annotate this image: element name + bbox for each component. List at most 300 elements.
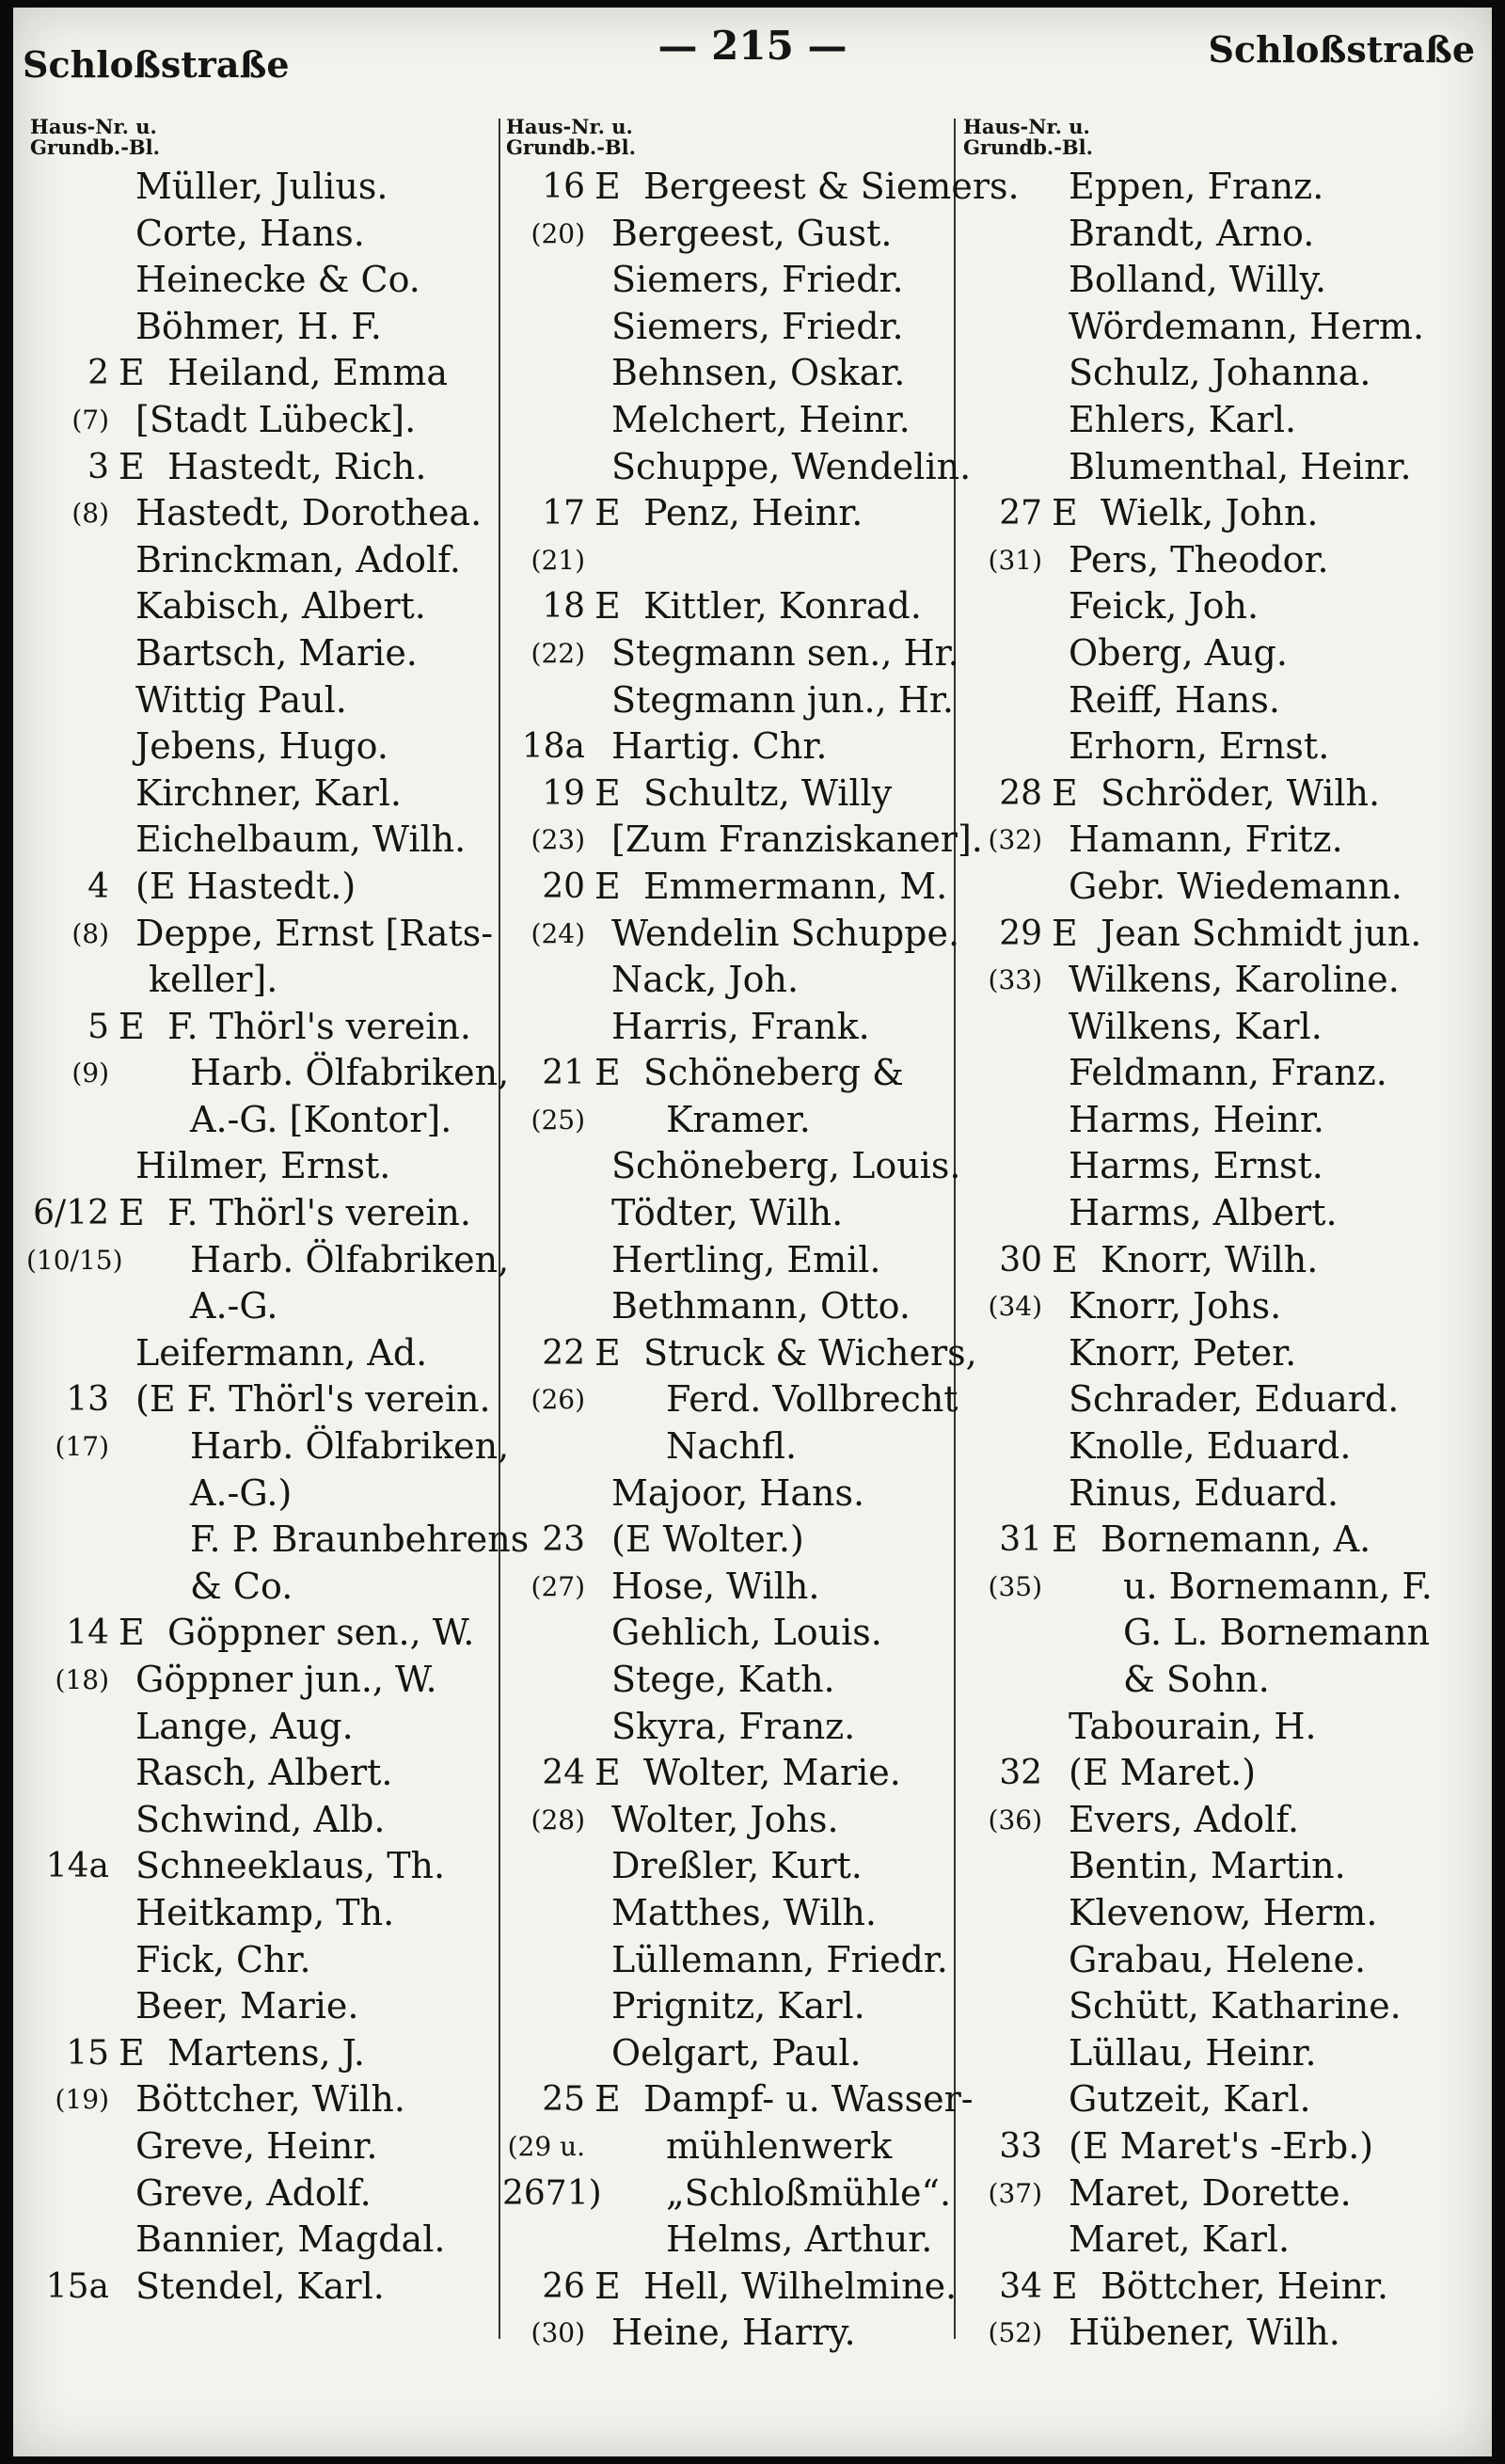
directory-entry — [26, 164, 502, 211]
directory-entry — [502, 2264, 959, 2311]
resident-name: Oberg, Aug. — [1069, 631, 1288, 674]
directory-entry — [502, 1937, 959, 1984]
resident-name: Evers, Adolf. — [1069, 1798, 1300, 1840]
resident-name: Heiland, Emma — [167, 352, 449, 394]
directory-entry — [959, 1937, 1486, 1984]
resident-name: Beer, Marie. — [135, 1985, 359, 2027]
house-number: (36) — [988, 1804, 1042, 1836]
resident-name: Hamann, Fritz. — [1069, 819, 1343, 861]
resident-name: & Sohn. — [1123, 1659, 1270, 1700]
directory-entry — [959, 2076, 1486, 2123]
resident-name: Heine, Harry. — [611, 2312, 856, 2354]
resident-name: Jean Schmidt jun. — [1101, 912, 1422, 954]
resident-name: Prignitz, Karl. — [611, 1985, 865, 2027]
house-number: 4 — [87, 866, 109, 906]
house-number: 19 — [542, 773, 585, 813]
resident-name: F. Thörl's verein. — [167, 1192, 471, 1234]
directory-entry — [502, 211, 959, 258]
resident-name: Penz, Heinr. — [643, 492, 863, 534]
house-number: 31 — [999, 1520, 1042, 1560]
directory-entry — [959, 1237, 1486, 1284]
resident-name: Harms, Heinr. — [1069, 1098, 1324, 1140]
directory-entry — [959, 1750, 1486, 1797]
resident-name: Wolter, Johs. — [611, 1798, 839, 1840]
directory-entry — [959, 2310, 1486, 2357]
resident-name: Oelgart, Paul. — [611, 2031, 862, 2074]
house-number: (23) — [531, 824, 585, 856]
resident-name: Nack, Joh. — [611, 959, 800, 1001]
house-number: 14 — [66, 1614, 109, 1653]
owner-marker: E — [1052, 1518, 1078, 1561]
resident-name: Hartig. Chr. — [611, 725, 828, 768]
directory-entry — [26, 1937, 502, 1984]
directory-entry — [502, 771, 959, 818]
resident-name: Schuppe, Wendelin. — [611, 445, 972, 487]
resident-name: Kirchner, Karl. — [135, 771, 403, 814]
resident-name: Hübener, Wilh. — [1069, 2312, 1340, 2354]
resident-name: Schütt, Katharine. — [1069, 1985, 1402, 2027]
resident-name: Corte, Hans. — [135, 212, 365, 254]
directory-entry — [502, 1143, 959, 1190]
resident-name: Nachfl. — [666, 1425, 798, 1468]
directory-entry — [502, 2217, 959, 2264]
directory-entry — [26, 211, 502, 258]
resident-name: Bolland, Willy. — [1069, 259, 1327, 301]
resident-name: Leifermann, Ad. — [135, 1331, 428, 1374]
directory-entry — [959, 1190, 1486, 1237]
directory-entry — [26, 490, 502, 537]
owner-marker: E — [594, 585, 621, 628]
owner-marker: E — [1052, 912, 1078, 954]
directory-entry — [502, 630, 959, 677]
directory-entry — [502, 864, 959, 911]
resident-name: Schröder, Wilh. — [1101, 771, 1381, 814]
resident-name: G. L. Bornemann — [1123, 1612, 1431, 1654]
directory-entry — [502, 1517, 959, 1564]
directory-entry — [26, 2076, 502, 2123]
house-number: 33 — [999, 2126, 1042, 2166]
resident-name: Wördemann, Herm. — [1069, 305, 1425, 347]
resident-name: Feldmann, Franz. — [1069, 1052, 1387, 1094]
directory-entry — [959, 1283, 1486, 1330]
directory-entry — [959, 1050, 1486, 1097]
directory-entry — [959, 1797, 1486, 1844]
column-head — [30, 117, 502, 164]
owner-marker: E — [594, 166, 621, 207]
resident-name: Klevenow, Herm. — [1069, 1891, 1378, 1933]
directory-entry — [959, 1564, 1486, 1611]
directory-entry — [502, 723, 959, 771]
directory-entry — [502, 1423, 959, 1470]
owner-marker: E — [119, 1192, 145, 1234]
directory-entry — [26, 2264, 502, 2311]
directory-entry — [959, 911, 1486, 958]
directory-page — [13, 8, 1492, 2456]
house-number: 25 — [542, 2080, 585, 2120]
house-number: (33) — [988, 964, 1042, 996]
resident-name: Ehlers, Karl. — [1069, 398, 1297, 440]
house-number: (18) — [55, 1664, 109, 1695]
house-number: 6/12 — [33, 1194, 109, 1233]
directory-entry — [959, 771, 1486, 818]
directory-entry — [26, 630, 502, 677]
directory-entry — [502, 2170, 959, 2218]
resident-name: Schulz, Johanna. — [1069, 352, 1371, 394]
resident-name: Majoor, Hans. — [611, 1471, 865, 1514]
resident-name: Schultz, Willy — [643, 771, 893, 814]
resident-name: Grabau, Helene. — [1069, 1938, 1367, 1980]
resident-name: Gehlich, Louis. — [611, 1612, 882, 1654]
directory-entry — [26, 397, 502, 444]
resident-name: Schöneberg, Louis. — [611, 1145, 961, 1187]
directory-entry — [26, 1843, 502, 1890]
directory-entry — [26, 1237, 510, 1284]
directory-entry — [26, 1750, 502, 1797]
directory-entry — [959, 350, 1486, 397]
resident-name: Harris, Frank. — [611, 1005, 870, 1047]
resident-name: Böhmer, H. F. — [135, 305, 382, 347]
resident-name: Böttcher, Wilh. — [135, 2078, 405, 2121]
resident-name: F. P. Braunbehrens — [190, 1518, 530, 1561]
resident-name: Skyra, Franz. — [611, 1705, 856, 1747]
directory-entry — [502, 397, 959, 444]
directory-entry — [502, 1610, 959, 1657]
directory-entry — [26, 537, 502, 584]
directory-entry — [26, 911, 502, 958]
directory-entry — [26, 1050, 510, 1097]
directory-entry — [26, 1704, 502, 1751]
house-number: (17) — [55, 1431, 109, 1463]
column-head-line2: Grundb.-Bl. — [30, 135, 160, 159]
resident-name: Behnsen, Oskar. — [611, 352, 906, 394]
directory-entry — [502, 1330, 977, 1377]
directory-entry — [959, 677, 1486, 724]
directory-entry — [26, 1376, 502, 1423]
resident-name: Brinckman, Adolf. — [135, 538, 461, 580]
directory-entry — [26, 1143, 502, 1190]
directory-entry — [26, 2217, 502, 2264]
resident-name: Schrader, Eduard. — [1069, 1378, 1400, 1421]
owner-marker: E — [119, 1005, 145, 1047]
directory-entry — [959, 490, 1486, 537]
directory-entry — [26, 1564, 502, 1611]
resident-name: Bornemann, A. — [1101, 1518, 1371, 1561]
directory-entry — [502, 537, 959, 584]
house-number: 18a — [521, 727, 585, 767]
directory-entry — [26, 677, 502, 724]
resident-name: Knorr, Peter. — [1069, 1331, 1297, 1374]
resident-name: Brandt, Arno. — [1069, 212, 1315, 254]
directory-entry — [959, 1330, 1486, 1377]
resident-name: Hastedt, Rich. — [167, 445, 427, 487]
directory-entry — [26, 1423, 510, 1470]
resident-name: Heitkamp, Th. — [135, 1891, 395, 1933]
house-number: (52) — [988, 2317, 1042, 2349]
directory-entry — [26, 1657, 502, 1704]
header-street-left: Schloßstraße — [23, 43, 290, 86]
resident-name: Helms, Arthur. — [666, 2218, 933, 2261]
owner-marker: E — [1052, 771, 1078, 814]
directory-entry — [502, 490, 959, 537]
resident-name: Harms, Albert. — [1069, 1192, 1338, 1234]
directory-entry — [959, 723, 1486, 771]
resident-name: Bannier, Magdal. — [135, 2218, 446, 2261]
owner-marker: E — [594, 2265, 621, 2307]
directory-entry — [26, 1190, 502, 1237]
resident-name: Tödter, Wilh. — [611, 1192, 844, 1234]
house-number: (21) — [531, 544, 585, 576]
directory-entry — [502, 1376, 959, 1423]
house-number: 34 — [999, 2266, 1042, 2306]
owner-marker: E — [1052, 2265, 1078, 2307]
resident-name: Wilkens, Karl. — [1069, 1005, 1323, 1047]
column-head — [506, 117, 959, 164]
directory-entry — [959, 817, 1486, 864]
directory-entry — [502, 1843, 959, 1890]
resident-name: Dreßler, Kurt. — [611, 1845, 863, 1887]
resident-name: Jebens, Hugo. — [135, 725, 388, 768]
resident-name: Harb. Ölfabriken, — [190, 1238, 510, 1280]
directory-entry — [959, 537, 1486, 584]
owner-marker: E — [594, 1052, 621, 1094]
column-head-line1: Haus-Nr. u. — [30, 115, 157, 138]
directory-entry — [26, 2123, 502, 2170]
resident-name: Göppner sen., W. — [167, 1612, 475, 1654]
directory-entry — [502, 1983, 959, 2030]
house-number: 13 — [66, 1380, 109, 1420]
resident-name: Hertling, Emil. — [611, 1238, 881, 1280]
directory-entry — [959, 2217, 1486, 2264]
directory-entry — [502, 1237, 959, 1284]
directory-entry — [502, 350, 959, 397]
directory-entry — [26, 257, 502, 304]
column-head-line2: Grundb.-Bl. — [963, 135, 1093, 159]
house-number: 29 — [999, 914, 1042, 953]
directory-entry — [26, 350, 502, 397]
resident-name: Bentin, Martin. — [1069, 1845, 1346, 1887]
resident-name: Reiff, Hans. — [1069, 678, 1280, 721]
resident-name: Greve, Adolf. — [135, 2171, 372, 2214]
house-number: (8) — [71, 498, 109, 530]
directory-entry — [959, 583, 1486, 630]
resident-name: Kabisch, Albert. — [135, 585, 426, 628]
resident-name: Knolle, Eduard. — [1069, 1425, 1352, 1468]
resident-name: & Co. — [190, 1565, 293, 1607]
directory-entry — [959, 1376, 1486, 1423]
directory-entry — [26, 1330, 502, 1377]
entry-list — [959, 164, 1486, 2357]
resident-name: A.-G. [Kontor]. — [190, 1098, 452, 1140]
directory-entry — [502, 677, 959, 724]
resident-name: Greve, Heinr. — [135, 2124, 378, 2167]
directory-entry — [26, 723, 502, 771]
column-head — [963, 117, 1486, 164]
house-number: 3 — [87, 447, 109, 486]
resident-name: (E Maret.) — [1069, 1752, 1257, 1794]
resident-name: Schwind, Alb. — [135, 1798, 386, 1840]
owner-marker: E — [594, 865, 621, 907]
directory-entry — [959, 1657, 1486, 1704]
directory-entry — [502, 1190, 959, 1237]
directory-entry — [959, 2030, 1486, 2077]
directory-entry — [502, 1097, 959, 1144]
directory-entry — [502, 1050, 959, 1097]
resident-name: Struck & Wichers, — [643, 1331, 977, 1374]
directory-entry — [26, 1517, 530, 1564]
directory-entry — [26, 1983, 502, 2030]
house-number: (37) — [988, 2177, 1042, 2209]
house-number: 26 — [542, 2266, 585, 2306]
directory-entry — [26, 1283, 502, 1330]
directory-entry — [26, 2170, 502, 2218]
directory-entry — [502, 1004, 959, 1051]
resident-name: Pers, Theodor. — [1069, 538, 1329, 580]
house-number: (20) — [531, 217, 585, 249]
resident-name: Heinecke & Co. — [135, 259, 420, 301]
resident-name: Bartsch, Marie. — [135, 631, 418, 674]
house-number: 2671) — [502, 2173, 602, 2213]
resident-name: Kramer. — [666, 1098, 811, 1140]
resident-name: u. Bornemann, F. — [1123, 1565, 1433, 1607]
resident-name: (E Wolter.) — [611, 1518, 804, 1561]
directory-entry — [959, 957, 1486, 1004]
resident-name: Siemers, Friedr. — [611, 259, 904, 301]
resident-name: Hell, Wilhelmine. — [643, 2265, 958, 2307]
house-number: 14a — [45, 1847, 109, 1886]
directory-entry — [502, 1750, 959, 1797]
owner-marker: E — [119, 352, 145, 394]
directory-entry — [959, 1843, 1486, 1890]
resident-name: Müller, Julius. — [135, 166, 388, 207]
resident-name: Lüllemann, Friedr. — [611, 1938, 948, 1980]
house-number: 24 — [542, 1754, 585, 1793]
directory-entry — [959, 304, 1486, 351]
owner-marker: E — [594, 1331, 621, 1374]
house-number: 32 — [999, 1754, 1042, 1793]
directory-entry — [502, 1890, 959, 1937]
house-number: (28) — [531, 1804, 585, 1836]
directory-entry — [959, 1004, 1486, 1051]
directory-column-3 — [959, 117, 1486, 2357]
resident-name: Emmermann, M. — [643, 865, 948, 907]
resident-name: Knorr, Wilh. — [1101, 1238, 1319, 1280]
owner-marker: E — [1052, 1238, 1078, 1280]
directory-entry — [502, 2123, 959, 2170]
resident-name: (E F. Thörl's verein. — [135, 1378, 491, 1421]
column-head-line1: Haus-Nr. u. — [963, 115, 1090, 138]
resident-name: Hose, Wilh. — [611, 1565, 820, 1607]
resident-name: Blumenthal, Heinr. — [1069, 445, 1412, 487]
directory-entry — [959, 864, 1486, 911]
resident-name: Gutzeit, Karl. — [1069, 2078, 1311, 2121]
house-number: (29 u. — [507, 2130, 585, 2162]
directory-entry — [959, 1517, 1486, 1564]
house-number: (31) — [988, 544, 1042, 576]
directory-entry — [26, 1470, 502, 1518]
directory-entry — [502, 817, 983, 864]
directory-entry — [959, 1704, 1486, 1751]
resident-name: Hilmer, Ernst. — [135, 1145, 391, 1187]
directory-entry — [502, 304, 959, 351]
owner-marker: E — [594, 771, 621, 814]
directory-entry — [959, 1890, 1486, 1937]
house-number: (24) — [531, 917, 585, 949]
resident-name: „Schloßmühle“. — [666, 2171, 952, 2214]
resident-name: Eichelbaum, Wilh. — [135, 819, 467, 861]
house-number: 17 — [542, 494, 585, 533]
directory-entry — [26, 1890, 502, 1937]
column-head-line2: Grundb.-Bl. — [506, 135, 636, 159]
owner-marker: E — [119, 445, 145, 487]
house-number: 30 — [999, 1240, 1042, 1280]
directory-entry — [959, 1983, 1486, 2030]
directory-entry — [502, 2310, 959, 2357]
resident-name: Wendelin Schuppe. — [611, 912, 960, 954]
resident-name: [Zum Franziskaner]. — [611, 819, 983, 861]
resident-name: Siemers, Friedr. — [611, 305, 904, 347]
house-number: 15a — [45, 2266, 109, 2306]
resident-name: Kittler, Konrad. — [643, 585, 922, 628]
resident-name: Hastedt, Dorothea. — [135, 492, 483, 534]
house-number: (7) — [71, 404, 109, 436]
owner-marker: E — [594, 492, 621, 534]
directory-entry — [26, 444, 502, 491]
directory-entry — [959, 211, 1486, 258]
resident-name: Matthes, Wilh. — [611, 1891, 877, 1933]
resident-name: Deppe, Ernst [Rats- — [135, 912, 494, 954]
column-head-line1: Haus-Nr. u. — [506, 115, 633, 138]
directory-entry — [959, 1470, 1486, 1518]
directory-entry — [959, 164, 1486, 211]
resident-name: Göppner jun., W. — [135, 1659, 437, 1700]
house-number: (22) — [531, 637, 585, 669]
resident-name: Ferd. Vollbrecht — [666, 1378, 958, 1421]
directory-entry — [959, 1097, 1486, 1144]
resident-name: Eppen, Franz. — [1069, 166, 1324, 207]
resident-name: Lange, Aug. — [135, 1705, 354, 1747]
directory-entry — [26, 771, 502, 818]
directory-entry — [502, 1470, 959, 1518]
house-number: 16 — [542, 167, 585, 206]
resident-name: Bethmann, Otto. — [611, 1285, 911, 1327]
directory-entry — [26, 304, 502, 351]
page-header — [13, 8, 1492, 86]
house-number: (27) — [531, 1570, 585, 1602]
resident-name: Stegmann sen., Hr. — [611, 631, 959, 674]
resident-name: Schneeklaus, Th. — [135, 1845, 446, 1887]
house-number: 15 — [66, 2033, 109, 2073]
resident-name: Maret, Dorette. — [1069, 2171, 1352, 2214]
resident-name: [Stadt Lübeck]. — [135, 398, 417, 440]
resident-name: Melchert, Heinr. — [611, 398, 911, 440]
resident-name: (E Hastedt.) — [135, 865, 356, 907]
directory-entry — [502, 444, 972, 491]
resident-name: Wolter, Marie. — [643, 1752, 901, 1794]
directory-entry — [502, 1283, 959, 1330]
resident-name: Feick, Joh. — [1069, 585, 1259, 628]
resident-name: Dampf- u. Wasser- — [643, 2078, 974, 2121]
house-number: 27 — [999, 494, 1042, 533]
house-number: 18 — [542, 587, 585, 627]
directory-entry — [502, 257, 959, 304]
directory-entry — [502, 1657, 959, 1704]
directory-entry — [26, 583, 502, 630]
owner-marker: E — [119, 1612, 145, 1654]
resident-name: F. Thörl's verein. — [167, 1005, 471, 1047]
directory-entry — [502, 911, 959, 958]
owner-marker: E — [594, 1752, 621, 1794]
house-number: (19) — [55, 2084, 109, 2116]
